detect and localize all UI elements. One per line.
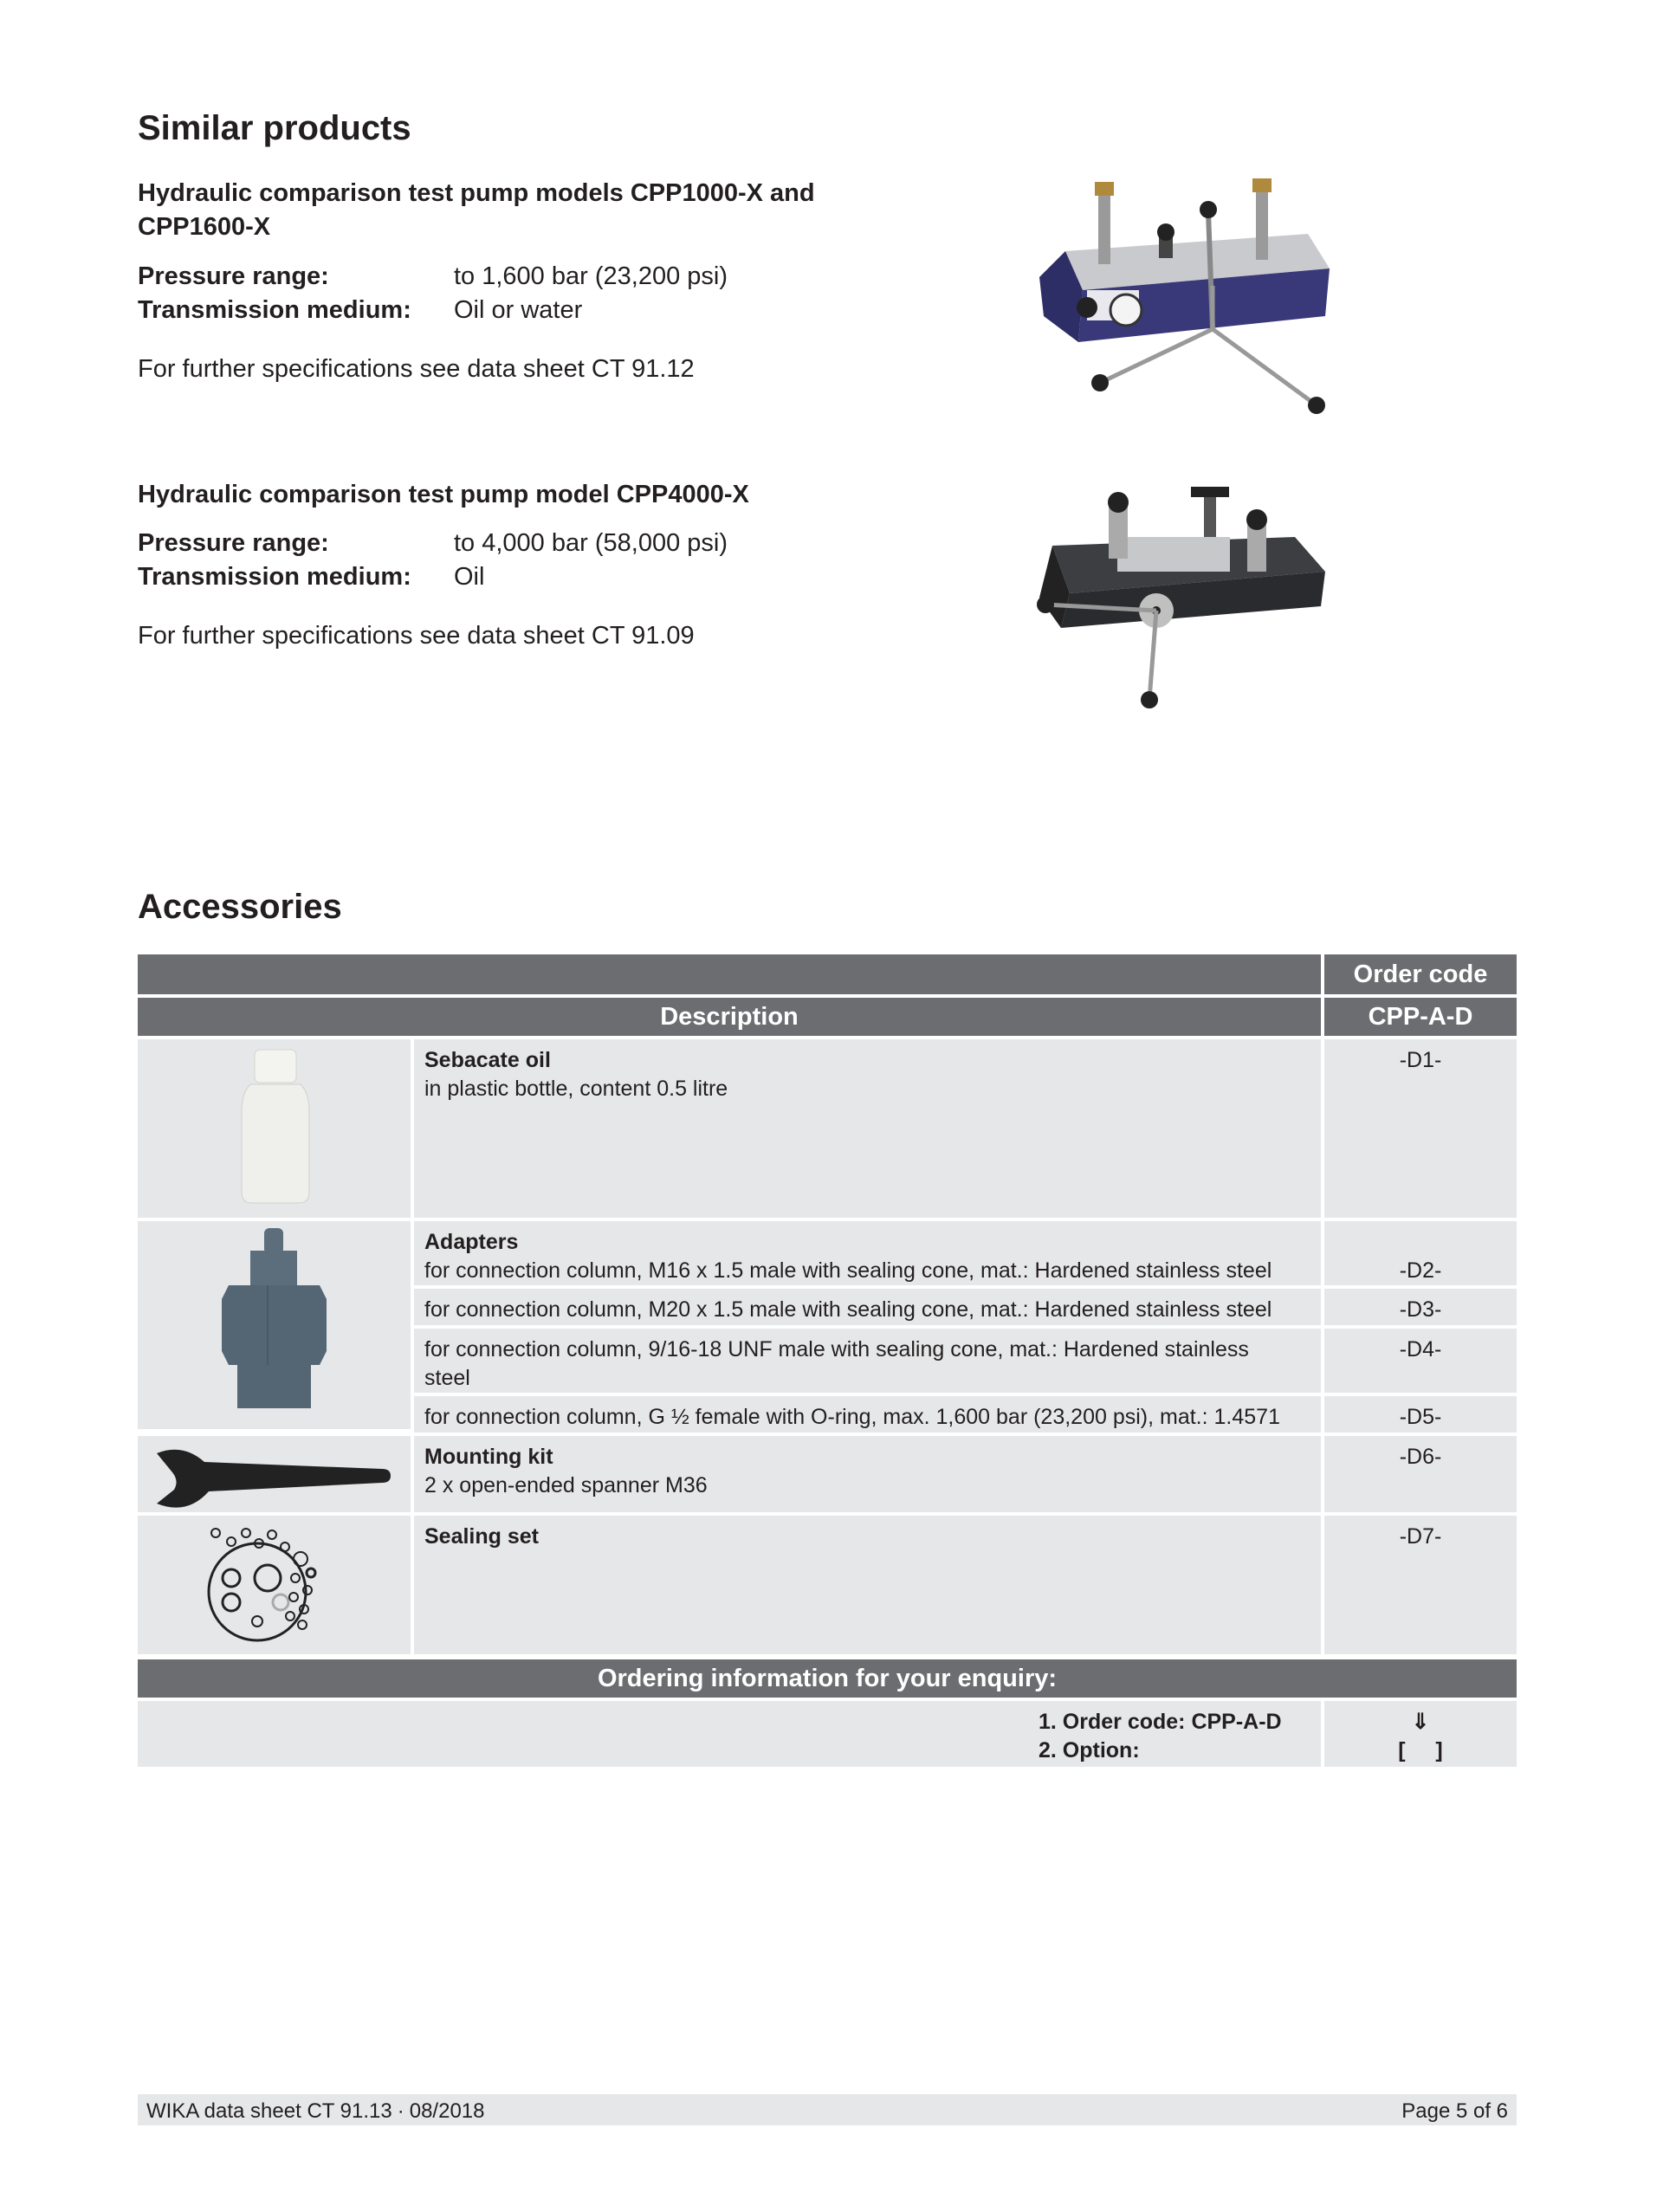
product2-specs [138,527,831,596]
accessories-heading: Accessories [138,888,342,926]
order-code-line-label: 1. Order code: [1039,1710,1186,1734]
medium-value: Oil [454,563,485,591]
row-title: Adapters [424,1230,519,1254]
product2-note: For further specifications see data sheet CT 91.09 [138,622,695,650]
adapters-description-d5 [414,1396,1321,1433]
order-code-d3: -D3- [1324,1289,1517,1325]
sealing-rings-image [138,1516,411,1654]
row-text: for connection column, M20 x 1.5 male with sealing cone, mat.: Hardened stainless steel [424,1297,1272,1322]
down-arrow-icon: ⇓ [1411,1710,1430,1734]
row-text: 2 x open-ended spanner M36 [424,1473,708,1497]
row-title: Mounting kit [424,1445,553,1469]
option-line-label: 2. Option: [1039,1738,1140,1762]
pressure-value: to 1,600 bar (23,200 psi) [454,262,728,290]
oil-bottle-image [138,1039,411,1218]
cpp4000-pump-image [1035,476,1330,719]
row-text: in plastic bottle, content 0.5 litre [424,1077,728,1101]
product1-title: Hydraulic comparison test pump models CPP1000-X and CPP1600-X [138,179,815,241]
table-header-blank [138,954,1321,994]
ordering-lines [1039,1708,1282,1765]
sealing-set-image-cell [138,1516,411,1654]
page-footer [138,2094,1517,2125]
adapters-description-d3 [414,1289,1321,1325]
pressure-label: Pressure range: [138,529,329,557]
order-code-d7: -D7- [1324,1516,1517,1654]
footer-page-number: Page 5 of 6 [1401,2099,1508,2123]
ordering-code-cell [1324,1701,1517,1767]
order-code-d4: -D4- [1324,1329,1517,1393]
pressure-label: Pressure range: [138,262,329,290]
order-code-d6: -D6- [1324,1436,1517,1512]
adapters-image-cell [138,1221,411,1429]
option-bracket-field[interactable]: [ ] [1398,1738,1443,1762]
adapter-image [138,1221,411,1429]
row-title: Sebacate oil [424,1048,551,1072]
product1-specs [138,260,831,329]
description-header: Description [138,998,1321,1036]
sealing-set-description [414,1516,1321,1654]
product2-title: Hydraulic comparison test pump model CPP4000-X [138,481,749,508]
footer-datasheet-ref: WIKA data sheet CT 91.13 ∙ 08/2018 [146,2099,485,2123]
order-code-header: Order code [1324,954,1517,994]
ordering-info-cell [138,1701,1321,1767]
sebacate-oil-image-cell [138,1039,411,1218]
mounting-kit-image-cell [138,1436,411,1512]
sebacate-oil-description [414,1039,1321,1218]
order-code-d5: -D5- [1324,1396,1517,1433]
order-code-d2: -D2- [1324,1221,1517,1285]
ordering-info-header: Ordering information for your enquiry: [138,1659,1517,1698]
spanner-image [138,1436,411,1512]
code-prefix-header: CPP-A-D [1324,998,1517,1036]
medium-label: Transmission medium: [138,563,411,591]
medium-label: Transmission medium: [138,296,411,324]
medium-value: Oil or water [454,296,583,324]
adapters-description-d2 [414,1221,1321,1285]
product1-note: For further specifications see data sheet CT 91.12 [138,355,695,383]
order-code-d1: -D1- [1324,1039,1517,1218]
pressure-value: to 4,000 bar (58,000 psi) [454,529,728,557]
row-text: for connection column, M16 x 1.5 male with sealing cone, mat.: Hardened stainless steel [424,1258,1272,1283]
row-text: for connection column, G ½ female with O-ring, max. 1,600 bar (23,200 psi), mat.: 1.4571 [424,1405,1280,1429]
row-title: Sealing set [424,1524,539,1549]
cpp1000-pump-image [1031,173,1343,424]
order-code-line-value: CPP-A-D [1191,1710,1282,1734]
mounting-kit-description [414,1436,1321,1512]
adapters-description-d4 [414,1329,1321,1393]
accessories-table [138,954,1517,1769]
similar-products-heading: Similar products [138,109,411,147]
row-text: for connection column, 9/16-18 UNF male with sealing cone, mat.: Hardened stainless steel [424,1337,1249,1390]
